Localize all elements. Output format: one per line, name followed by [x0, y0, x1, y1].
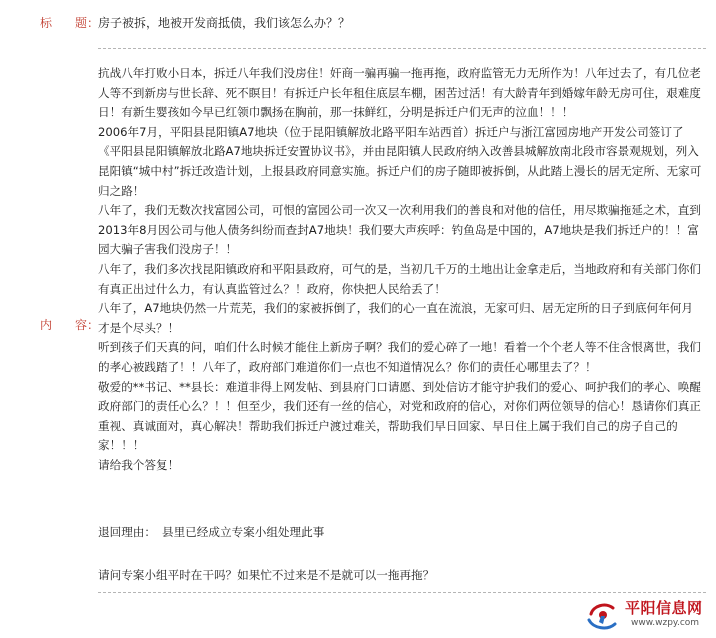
reply-reason-label: 退回理由：: [98, 525, 156, 539]
site-logo: [585, 594, 713, 634]
content-label-char-1: 内: [40, 318, 53, 332]
site-logo-name: 平阳信息网: [625, 599, 703, 617]
content-paragraph: 2006年7月，平阳县昆阳镇A7地块（位于昆阳镇解放北路平阳车站西首）拆迁户与浙江富园房地产开发公司签订了《平阳县昆阳镇解放北路A7地块拆迁安置协议书》，并由昆阳镇人民政府纳入改善县城解放南北段市容景观规划，列入昆阳镇“城中村”拆迁改造计划，上报县政府同意实施。拆迁户们的房子随即被拆倒，从此踏上漫长的居无定所、无家可归之路！: [98, 124, 702, 198]
title-label-char-2: 题：: [75, 16, 100, 30]
reply-reason: [98, 524, 702, 540]
content-paragraph: 敬爱的**书记、**县长：难道非得上网发帖、到县府门口请愿、到处信访才能守护我们的爱心、呵护我们的孝心、唤醒政府部门的责任心么？！！但至少，我们还有一丝的信心，对党和政府的信心，对你们两位领导的信心！恳请你们真正重视、真诚面对，真心解决！帮助我们拆迁户渡过难关，帮助我们早日回家、早日住上属于我们自己的房子自己的家！！！: [98, 379, 701, 453]
divider-top: [98, 48, 706, 49]
post-content: [98, 64, 702, 475]
content-paragraph: 八年了，我们多次找昆阳镇政府和平阳县政府，可气的是，当初几千万的土地出让金拿走后，当地政府和有关部门你们有真正出过什么力，有认真监管过么？！政府，你快把人民给丢了！: [98, 261, 701, 296]
site-logo-url: www.wzpy.com: [631, 618, 700, 628]
title-label-char-1: 标: [40, 16, 53, 30]
divider-bottom: [98, 592, 706, 593]
content-paragraph: 听到孩子们天真的问，咱们什么时候才能住上新房子啊？我们的爱心碎了一地！看着一个个老人等不住含恨离世，我们的孝心被践踏了！！八年了，政府部门难道你们一点也不知道情况么？你们的责任心哪里去了？！: [98, 340, 701, 374]
content-paragraph: 八年了，A7地块仍然一片荒芜，我们的家被拆倒了，我们的心一直在流浪，无家可归、居无定所的日子到底何年何月才是个尽头？！: [98, 301, 693, 335]
content-label-char-2: 容：: [75, 318, 100, 332]
content-paragraph: 请给我个答复！: [98, 457, 180, 472]
title-row: [0, 0, 716, 42]
content-paragraph: 抗战八年打败小日本，拆迁八年我们没房住！奸商一骗再骗一拖再拖，政府监管无力无所作为！八年过去了，有几位老人等不到新房与世长辞、死不瞑目！有拆迁户长年租住底层车棚，困苦过活！有大龄青年到婚嫁年龄无房可住，艰难度日！有新生婴孩如今早已红领巾飘扬在胸前，那一抹鲜红，分明是拆迁户们无声的泣血！！！: [98, 66, 701, 120]
site-logo-icon: [585, 598, 619, 632]
reply-reason-text: 县里已经成立专案小组处理此事: [161, 525, 325, 539]
post-title: 房子被拆，地被开发商抵债，我们该怎么办？？: [98, 16, 351, 30]
content-paragraph: 八年了，我们无数次找富园公司，可恨的富园公司一次又一次利用我们的善良和对他的信任，用尽欺骗拖延之术，直到2013年8月因公司与他人债务纠纷而查封A7地块！我们要大声疾呼：钓鱼岛是中国的，A7地块是我们拆迁户的！！富园大骗子害我们没房子！！: [98, 203, 701, 257]
reply-followup: 请问专案小组平时在干吗？如果忙不过来是不是就可以一拖再拖？: [98, 568, 435, 582]
